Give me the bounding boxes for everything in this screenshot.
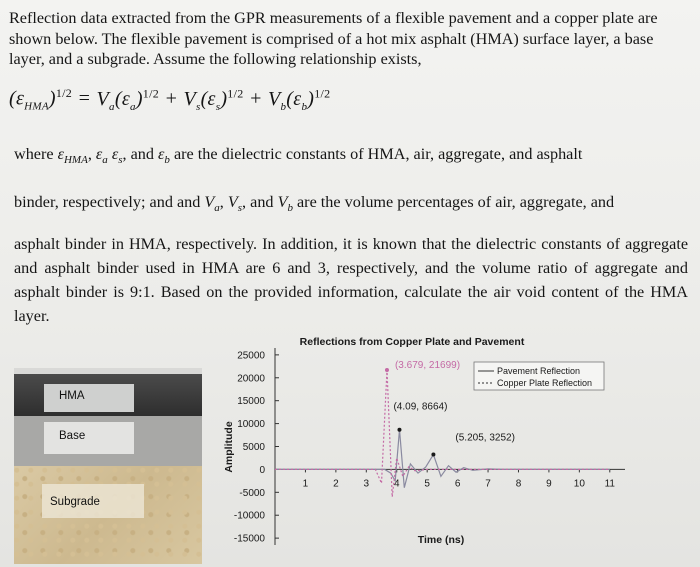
chart-ylabel: Amplitude: [223, 421, 235, 473]
x-tick-label: 8: [515, 478, 522, 490]
x-tick-label: 3: [363, 478, 370, 490]
chart-legend: [474, 362, 604, 390]
problem-paragraph-3: asphalt binder in HMA, respectively. In addition, it is known that the dielectric constants of aggregate and asphalt binder used in HMA are 6 and 3, respectively, and the volume ratio of aggregate and asphalt binder is 9:1. Based on the provided information, calculate the air void content of the HMA layer.: [14, 235, 688, 325]
formula-term-a: $V_a(\varepsilon_a)^{1/2}$: [96, 86, 160, 113]
chart-xlabel: Time (ns): [417, 534, 465, 546]
legend-copper: Copper Plate Reflection: [497, 378, 593, 388]
annotation-label: (5.205, 3252): [455, 432, 515, 444]
x-tick-label: 2: [333, 478, 339, 490]
formula-plus-2: +: [248, 87, 263, 110]
x-tick-label: 6: [454, 478, 461, 490]
y-tick-label: 5000: [242, 442, 265, 453]
x-tick-label: 10: [573, 478, 585, 490]
annotation-point: [397, 428, 401, 432]
y-tick-label: 15000: [237, 396, 265, 408]
chart-title: Reflections from Copper Plate and Pavement: [299, 336, 525, 348]
x-tick-label: 9: [546, 478, 552, 490]
where-line: where $\varepsilon_{HMA}$, $\varepsilon_a$ $\varepsilon_s$, and $\varepsilon_b$ are the dielectric constants of HMA, air, aggregate, and asphalt: [14, 145, 583, 167]
y-tick-label: -5000: [239, 487, 265, 499]
formula-exponent: 1/2: [55, 86, 73, 100]
x-tick-label: 11: [604, 478, 615, 490]
annotation-point: [431, 453, 435, 457]
formula-lhs-sub: HMA: [24, 100, 49, 113]
problem-paragraph-1: Reflection data extracted from the GPR measurements of a flexible pavement and a copper plate are shown below. The flexible pavement is comprised of a hot mix asphalt (HMA) surface layer, a base layer, and a subgrade. Assume the following relationship exists,: [9, 9, 658, 68]
legend-pavement: Pavement Reflection: [497, 366, 581, 376]
formula-equals: =: [77, 87, 92, 110]
formula-lhs: (ε: [9, 87, 25, 110]
base-layer-label: Base: [59, 430, 86, 442]
hma-layer-label: HMA: [59, 390, 85, 402]
formula-plus-1: +: [164, 87, 179, 110]
y-tick-label: 20000: [237, 373, 265, 385]
binder-line: binder, respectively; and and $V_a$, $V_s$, and $V_b$ are the volume percentages of air, aggregate, and: [14, 193, 615, 215]
formula-term-b: $V_b(\varepsilon_b)^{1/2}$: [267, 86, 331, 113]
y-tick-label: 0: [259, 464, 265, 476]
y-tick-label: -10000: [233, 510, 265, 522]
x-tick-label: 1: [302, 478, 309, 490]
formula-term-s: $V_s(\varepsilon_s)^{1/2}$: [183, 86, 244, 113]
annotation-point: [385, 368, 389, 372]
pavement-reflection-line: [275, 430, 610, 488]
annotation-label: (4.09, 8664): [393, 401, 448, 413]
y-tick-label: 25000: [237, 350, 265, 362]
annotation-label: (3.679, 21699): [394, 359, 461, 371]
formula-lhs-close: ): [48, 87, 56, 110]
y-tick-label: 10000: [237, 419, 265, 431]
x-tick-label: 7: [485, 478, 491, 490]
x-tick-label: 5: [424, 478, 430, 490]
x-tick-label: 4: [393, 478, 400, 490]
y-tick-label: -15000: [233, 533, 265, 545]
subgrade-layer-label: Subgrade: [50, 496, 100, 508]
